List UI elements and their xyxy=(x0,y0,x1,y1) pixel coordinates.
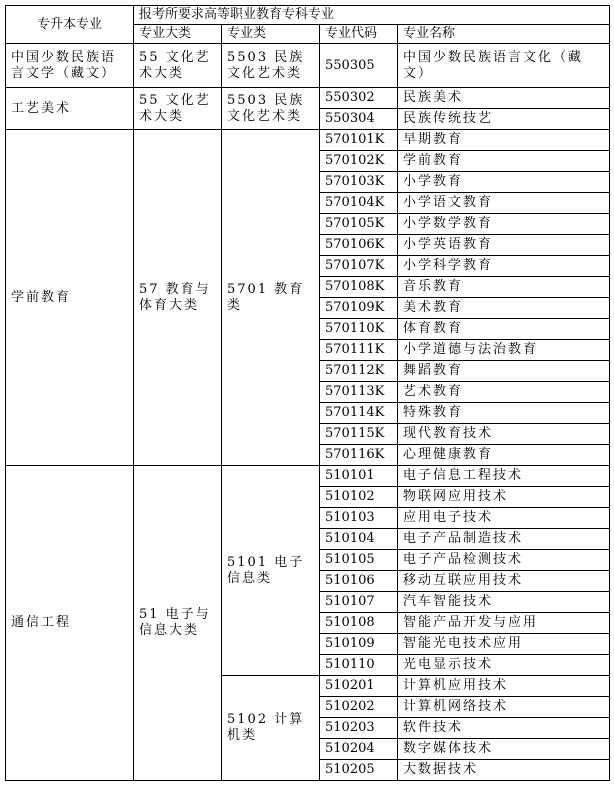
code-cell: 570103K xyxy=(320,172,398,193)
code-cell: 570105K xyxy=(320,214,398,235)
zsb-major-cell: 中国少数民族语言文学（藏文） xyxy=(6,44,134,88)
name-cell: 计算机网络技术 xyxy=(398,697,610,718)
name-cell: 物联网应用技术 xyxy=(398,487,610,508)
lei-cell: 5102 计算机类 xyxy=(222,676,320,781)
name-cell: 音乐教育 xyxy=(398,277,610,298)
name-cell: 应用电子技术 xyxy=(398,508,610,529)
name-cell: 小学数学教育 xyxy=(398,214,610,235)
name-cell: 现代教育技术 xyxy=(398,424,610,445)
name-cell: 智能产品开发与应用 xyxy=(398,613,610,634)
name-cell: 数字媒体技术 xyxy=(398,739,610,760)
name-cell: 小学教育 xyxy=(398,172,610,193)
name-cell: 电子产品制造技术 xyxy=(398,529,610,550)
code-cell: 570107K xyxy=(320,256,398,277)
table-row xyxy=(6,466,610,487)
name-cell: 小学道德与法治教育 xyxy=(398,340,610,361)
name-cell: 移动互联应用技术 xyxy=(398,571,610,592)
table-row xyxy=(6,44,610,88)
code-cell: 550304 xyxy=(320,109,398,130)
code-cell: 510203 xyxy=(320,718,398,739)
code-cell: 570106K xyxy=(320,235,398,256)
name-cell: 心理健康教育 xyxy=(398,445,610,466)
name-cell: 电子产品检测技术 xyxy=(398,550,610,571)
lei-cell: 5503 民族文化艺术类 xyxy=(222,44,320,88)
code-cell: 570116K xyxy=(320,445,398,466)
lei-cell: 5503 民族文化艺术类 xyxy=(222,88,320,130)
header-zsb: 专升本专业 xyxy=(6,6,134,44)
name-cell: 艺术教育 xyxy=(398,382,610,403)
name-cell: 中国少数民族语言文化（藏文） xyxy=(398,44,610,88)
code-cell: 510202 xyxy=(320,697,398,718)
code-cell: 510109 xyxy=(320,634,398,655)
dalei-cell: 55 文化艺术大类 xyxy=(134,44,222,88)
code-cell: 570110K xyxy=(320,319,398,340)
code-cell: 510205 xyxy=(320,760,398,781)
name-cell: 特殊教育 xyxy=(398,403,610,424)
name-cell: 电子信息工程技术 xyxy=(398,466,610,487)
name-cell: 小学英语教育 xyxy=(398,235,610,256)
code-cell: 570104K xyxy=(320,193,398,214)
name-cell: 计算机应用技术 xyxy=(398,676,610,697)
code-cell: 510110 xyxy=(320,655,398,676)
name-cell: 舞蹈教育 xyxy=(398,361,610,382)
dalei-cell: 51 电子与信息大类 xyxy=(134,466,222,781)
zsb-major-cell: 学前教育 xyxy=(6,130,134,466)
name-cell: 美术教育 xyxy=(398,298,610,319)
header-code: 专业代码 xyxy=(320,25,398,44)
name-cell: 软件技术 xyxy=(398,718,610,739)
zsb-major-cell: 工艺美术 xyxy=(6,88,134,130)
code-cell: 550305 xyxy=(320,44,398,88)
code-cell: 570108K xyxy=(320,277,398,298)
name-cell: 汽车智能技术 xyxy=(398,592,610,613)
code-cell: 570114K xyxy=(320,403,398,424)
major-requirements-table xyxy=(5,5,610,781)
header-row-1 xyxy=(6,6,610,25)
code-cell: 510103 xyxy=(320,508,398,529)
code-cell: 510204 xyxy=(320,739,398,760)
dalei-cell: 55 文化艺术大类 xyxy=(134,88,222,130)
name-cell: 民族美术 xyxy=(398,88,610,109)
table-row xyxy=(6,88,610,109)
header-name: 专业名称 xyxy=(398,25,610,44)
name-cell: 大数据技术 xyxy=(398,760,610,781)
code-cell: 570115K xyxy=(320,424,398,445)
name-cell: 学前教育 xyxy=(398,151,610,172)
zsb-major-cell: 通信工程 xyxy=(6,466,134,781)
code-cell: 570102K xyxy=(320,151,398,172)
header-lei: 专业类 xyxy=(222,25,320,44)
code-cell: 510108 xyxy=(320,613,398,634)
code-cell: 570111K xyxy=(320,340,398,361)
name-cell: 小学语文教育 xyxy=(398,193,610,214)
code-cell: 550302 xyxy=(320,88,398,109)
name-cell: 体育教育 xyxy=(398,319,610,340)
name-cell: 早期教育 xyxy=(398,130,610,151)
code-cell: 510106 xyxy=(320,571,398,592)
name-cell: 智能光电技术应用 xyxy=(398,634,610,655)
name-cell: 民族传统技艺 xyxy=(398,109,610,130)
table-row xyxy=(6,130,610,151)
code-cell: 510101 xyxy=(320,466,398,487)
name-cell: 光电显示技术 xyxy=(398,655,610,676)
code-cell: 510107 xyxy=(320,592,398,613)
header-dalei: 专业大类 xyxy=(134,25,222,44)
dalei-cell: 57 教育与体育大类 xyxy=(134,130,222,466)
code-cell: 510105 xyxy=(320,550,398,571)
name-cell: 小学科学教育 xyxy=(398,256,610,277)
header-group: 报考所要求高等职业教育专科专业 xyxy=(134,6,610,25)
code-cell: 510102 xyxy=(320,487,398,508)
code-cell: 510201 xyxy=(320,676,398,697)
code-cell: 570101K xyxy=(320,130,398,151)
code-cell: 510104 xyxy=(320,529,398,550)
code-cell: 570112K xyxy=(320,361,398,382)
lei-cell: 5101 电子信息类 xyxy=(222,466,320,676)
lei-cell: 5701 教育类 xyxy=(222,130,320,466)
code-cell: 570109K xyxy=(320,298,398,319)
code-cell: 570113K xyxy=(320,382,398,403)
